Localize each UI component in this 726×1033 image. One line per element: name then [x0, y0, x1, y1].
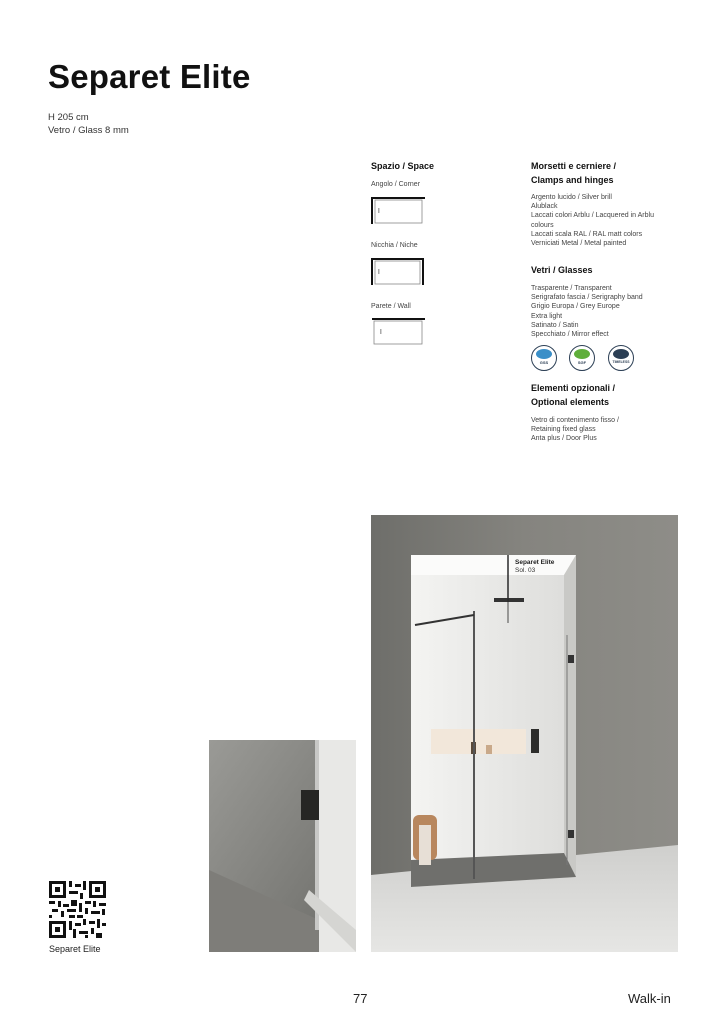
list-item: Retaining fixed glass — [531, 426, 596, 434]
qr-caption: Separet Elite — [49, 944, 101, 954]
clamps-heading: Morsetti e cerniere / Clamps and hinges — [531, 161, 617, 185]
gss-badge-icon: GSS — [531, 345, 557, 371]
list-item: Serigrafato fascia / Serigraphy band — [531, 294, 643, 302]
list-item: Vetro di contenimento fisso / — [531, 417, 619, 424]
wall-diagram — [371, 317, 421, 343]
photo-callout-title: Separet Elite — [515, 559, 555, 566]
list-item: Anta plus / Door Plus — [531, 435, 597, 443]
qr-code-icon[interactable] — [49, 881, 106, 938]
list-item: Laccati colori Arblu / Lacquered in Arblu — [531, 212, 654, 220]
list-item: Alublack — [531, 203, 558, 211]
glass-spec: Vetro / Glass 8 mm — [48, 125, 129, 136]
timeless-badge-icon: TIMELESS — [608, 345, 634, 371]
optional-heading: Elementi opzionali / Optional elements — [531, 383, 616, 407]
space-heading: Spazio / Space — [371, 161, 435, 171]
height-spec: H 205 cm — [48, 112, 89, 123]
photo-callout-sub: Sol. 03 — [515, 567, 536, 574]
page-number: 77 — [353, 991, 368, 1006]
hinge-detail-photo — [209, 740, 356, 952]
list-item: Specchiato / Mirror effect — [531, 331, 609, 339]
list-item: Extra light — [531, 312, 563, 320]
space-corner-label: Angolo / Corner — [371, 181, 421, 188]
glasses-list — [531, 284, 643, 339]
niche-diagram — [371, 257, 421, 283]
page-title: Separet Elite — [48, 58, 251, 95]
list-item: Verniciati Metal / Metal painted — [531, 240, 627, 248]
sgf-badge-icon: SGF — [569, 345, 595, 371]
glasses-heading: Vetri / Glasses — [531, 265, 593, 275]
list-item: Satinato / Satin — [531, 321, 579, 329]
list-item: Laccati scala RAL / RAL matt colors — [531, 230, 643, 238]
corner-diagram — [371, 196, 421, 222]
optional-list — [531, 416, 619, 444]
clamps-list — [531, 193, 654, 248]
space-niche-label: Nicchia / Niche — [371, 242, 418, 249]
list-item: Trasparente / Transparent — [531, 285, 612, 292]
section-label: Walk-in — [628, 991, 671, 1006]
list-item: Argento lucido / Silver brill — [531, 194, 612, 201]
list-item: colours — [531, 221, 554, 229]
shower-photo — [371, 515, 678, 952]
space-wall-label: Parete / Wall — [371, 303, 411, 310]
list-item: Grigio Europa / Grey Europe — [531, 303, 620, 311]
